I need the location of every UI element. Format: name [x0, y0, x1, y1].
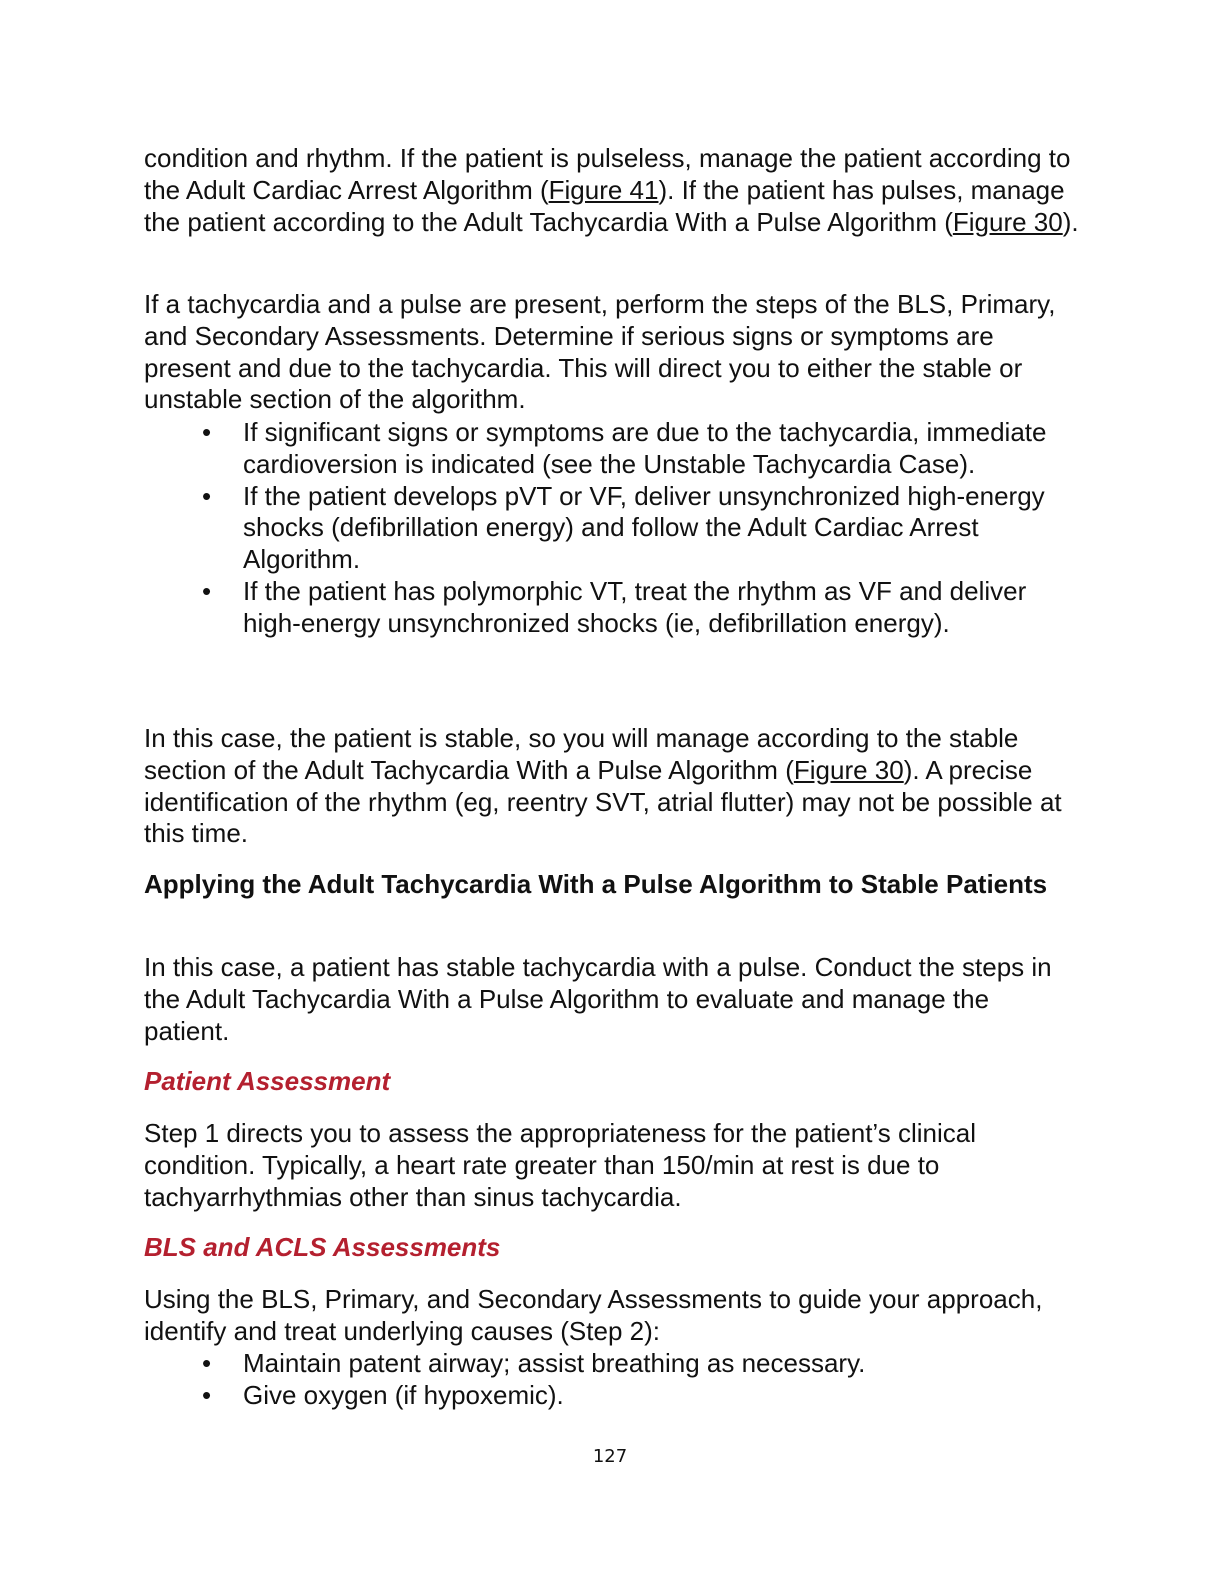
list-item-text: Maintain patent airway; assist breathing as necessary.	[243, 1348, 866, 1378]
list-item	[144, 1380, 1079, 1412]
list-item-text: Give oxygen (if hypoxemic).	[243, 1379, 564, 1410]
bullet-icon: •	[202, 1379, 212, 1410]
list-item-text: If the patient has polymorphic VT, treat the rhythm as VF and deliver high-energy unsynchronized shocks (ie, defibrillation energy).	[243, 575, 1027, 638]
bullet-list-tachycardia	[144, 417, 1079, 640]
paragraph-tachycardia-pulse: If a tachycardia and a pulse are present, perform the steps of the BLS, Primary, and Secondary Assessments. Determine if serious signs or symptoms are present and due to the tachycardia. This will direct you to either the stable or unstable section of the algorithm.	[144, 289, 1056, 415]
paragraph-text: In this case, the patient is stable, so you will manage according to the stable section of the Adult Tachycardia With a Pulse Algorithm (	[144, 723, 1019, 785]
paragraph-step-1: Step 1 directs you to assess the appropriateness for the patient’s clinical condition. Typically, a heart rate greater than 150/min at rest is due to tachyarrhythmias other than sinus tachycardia.	[144, 1118, 976, 1212]
paragraph-step-2: Using the BLS, Primary, and Secondary Assessments to guide your approach, identify and treat underlying causes (Step 2):	[144, 1284, 1043, 1346]
figure-30-link[interactable]: Figure 30	[952, 206, 1063, 237]
page-number: 127	[592, 1446, 628, 1467]
list-item	[144, 417, 1079, 481]
paragraph-stable-intro: In this case, a patient has stable tachycardia with a pulse. Conduct the steps in the Adult Tachycardia With a Pulse Algorithm to evaluate and manage the patient.	[144, 952, 1052, 1046]
bullet-icon: •	[202, 575, 212, 606]
figure-30-link[interactable]: Figure 30	[793, 754, 904, 785]
list-item	[144, 1348, 1079, 1380]
subheading-patient-assessment: Patient Assessment	[144, 1066, 391, 1096]
paragraph-algorithm-intro	[144, 143, 1079, 238]
list-item	[144, 481, 1079, 576]
paragraph-text: ).	[1062, 206, 1079, 237]
bullet-icon: •	[202, 417, 212, 447]
bullet-list-treatment	[144, 1348, 1079, 1412]
subheading-bls-acls: BLS and ACLS Assessments	[144, 1232, 501, 1262]
paragraph-text: condition and rhythm. If the patient is pulseless, manage the patient according to the Adult Cardiac Arrest Algorithm (	[144, 143, 1071, 205]
paragraph-text: ). A precise identification of the rhythm (eg, reentry SVT, atrial flutter) may not be possible at this time.	[144, 754, 1062, 849]
paragraph-stable-case	[144, 723, 1079, 850]
paragraph-text: ). If the patient has pulses, manage the patient according to the Adult Tachycardia With a Pulse Algorithm (	[144, 174, 1065, 237]
section-heading: Applying the Adult Tachycardia With a Pulse Algorithm to Stable Patients	[144, 869, 1048, 899]
list-item-text: If the patient develops pVT or VF, deliver unsynchronized high-energy shocks (defibrillation energy) and follow the Adult Cardiac Arrest Algorithm.	[243, 480, 1045, 575]
bullet-icon: •	[202, 480, 212, 511]
list-item	[144, 576, 1079, 640]
bullet-icon: •	[202, 1348, 212, 1378]
list-item-text: If significant signs or symptoms are due to the tachycardia, immediate cardioversion is indicated (see the Unstable Tachycardia Case).	[243, 417, 1047, 479]
figure-41-link[interactable]: Figure 41	[548, 174, 659, 205]
